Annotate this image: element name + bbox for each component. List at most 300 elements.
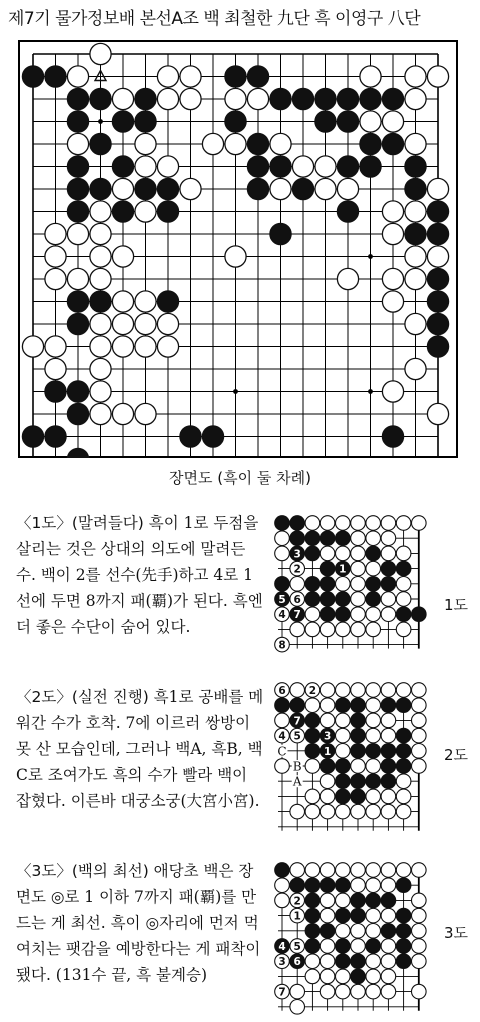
white-stone (135, 201, 156, 222)
black-stone (336, 939, 351, 954)
black-stone (22, 66, 43, 87)
black-stone (336, 607, 351, 622)
diagram-2-label: 2도 (444, 746, 469, 764)
black-stone (366, 774, 381, 789)
white-stone (351, 878, 366, 893)
white-stone (366, 728, 381, 743)
white-stone (412, 728, 427, 743)
black-stone (180, 426, 201, 447)
black-stone (366, 939, 381, 954)
black-stone (135, 178, 156, 199)
diagram-3-board (272, 860, 432, 1020)
white-stone (381, 969, 396, 984)
black-stone (90, 291, 111, 312)
white-stone (381, 939, 396, 954)
white-stone (225, 246, 246, 267)
black-stone (351, 774, 366, 789)
move-number: 7 (278, 986, 286, 999)
black-stone (305, 908, 320, 923)
black-stone (366, 592, 381, 607)
black-stone (427, 313, 448, 334)
white-stone (366, 561, 381, 576)
white-stone (112, 246, 133, 267)
white-stone (427, 403, 448, 424)
black-stone (67, 88, 88, 109)
white-stone (225, 133, 246, 154)
black-stone (135, 111, 156, 132)
white-stone (290, 577, 305, 592)
white-stone (90, 223, 111, 244)
black-stone (336, 698, 351, 713)
white-stone (275, 546, 290, 561)
white-stone (396, 804, 411, 819)
white-stone (305, 759, 320, 774)
white-stone (366, 908, 381, 923)
white-stone (336, 893, 351, 908)
black-stone (382, 133, 403, 154)
white-stone (381, 908, 396, 923)
black-stone (351, 954, 366, 969)
black-stone (396, 561, 411, 576)
black-stone (336, 531, 351, 546)
black-stone (336, 908, 351, 923)
black-stone (396, 728, 411, 743)
diagram-3-label: 3도 (444, 924, 469, 942)
white-stone (305, 789, 320, 804)
black-stone (112, 111, 133, 132)
white-stone (412, 516, 427, 531)
white-stone (90, 336, 111, 357)
black-stone (320, 759, 335, 774)
white-stone (381, 804, 396, 819)
white-stone (360, 111, 381, 132)
white-stone (305, 607, 320, 622)
white-stone (412, 893, 427, 908)
white-stone (351, 759, 366, 774)
black-stone (320, 878, 335, 893)
star-point (368, 254, 373, 259)
white-stone (366, 789, 381, 804)
white-stone (90, 381, 111, 402)
white-stone (360, 66, 381, 87)
white-stone (157, 336, 178, 357)
black-stone (337, 88, 358, 109)
black-stone (427, 223, 448, 244)
white-stone (336, 804, 351, 819)
black-stone (112, 201, 133, 222)
white-stone (320, 908, 335, 923)
black-stone (157, 201, 178, 222)
black-stone (336, 774, 351, 789)
black-stone (270, 223, 291, 244)
black-stone (290, 878, 305, 893)
position-letter: A (292, 774, 302, 789)
move-number: 7 (293, 715, 301, 728)
white-stone (336, 683, 351, 698)
white-stone (351, 863, 366, 878)
white-stone (305, 516, 320, 531)
star-point (368, 389, 373, 394)
white-stone (305, 622, 320, 637)
white-stone (305, 698, 320, 713)
black-stone (22, 426, 43, 447)
black-stone (290, 516, 305, 531)
white-stone (135, 156, 156, 177)
white-stone (315, 156, 336, 177)
white-stone (412, 698, 427, 713)
white-stone (320, 863, 335, 878)
black-stone (320, 607, 335, 622)
black-stone (366, 893, 381, 908)
white-stone (336, 546, 351, 561)
black-stone (292, 178, 313, 199)
white-stone (135, 291, 156, 312)
black-stone (305, 577, 320, 592)
black-stone (45, 381, 66, 402)
move-number: 8 (278, 639, 286, 652)
black-stone (275, 698, 290, 713)
white-stone (382, 111, 403, 132)
black-stone (320, 531, 335, 546)
white-stone (135, 133, 156, 154)
white-stone (336, 713, 351, 728)
white-stone (135, 336, 156, 357)
move-number: 3 (293, 548, 301, 561)
white-stone (412, 759, 427, 774)
white-stone (366, 698, 381, 713)
white-stone (381, 789, 396, 804)
white-stone (336, 577, 351, 592)
white-stone (366, 607, 381, 622)
white-stone (290, 804, 305, 819)
black-stone (360, 133, 381, 154)
white-stone (305, 863, 320, 878)
black-stone (157, 178, 178, 199)
white-stone (366, 969, 381, 984)
black-stone (381, 759, 396, 774)
white-stone (315, 178, 336, 199)
white-stone (405, 88, 426, 109)
black-stone (427, 336, 448, 357)
black-stone (305, 878, 320, 893)
white-stone (412, 713, 427, 728)
black-stone (67, 403, 88, 424)
black-stone (270, 88, 291, 109)
white-stone (157, 156, 178, 177)
black-stone (351, 969, 366, 984)
white-stone (427, 246, 448, 267)
diagram-2-text: 흑1로 공배를 메워간 수가 호착. 7에 이르러 쌍방이 못 산 모습인데, 그러나 백A, 흑B, 백C로 조여가도 흑의 수가 빨라 백이 잡혔다. 이른바 대궁소궁(大宮小宮). (16, 688, 264, 810)
white-stone (405, 133, 426, 154)
white-stone (396, 546, 411, 561)
black-stone (305, 728, 320, 743)
black-stone (305, 924, 320, 939)
white-stone (351, 531, 366, 546)
star-point (233, 389, 238, 394)
white-stone (320, 622, 335, 637)
white-stone (45, 246, 66, 267)
white-stone (270, 178, 291, 199)
white-stone (290, 1000, 305, 1015)
black-stone (320, 561, 335, 576)
white-stone (381, 683, 396, 698)
white-stone (366, 804, 381, 819)
white-stone (336, 863, 351, 878)
black-stone (305, 893, 320, 908)
move-number: 2 (308, 685, 317, 697)
black-stone (275, 577, 290, 592)
black-stone (225, 111, 246, 132)
black-stone (290, 531, 305, 546)
white-stone (90, 201, 111, 222)
white-stone (366, 878, 381, 893)
black-stone (290, 698, 305, 713)
black-stone (360, 88, 381, 109)
white-stone (381, 516, 396, 531)
white-stone (320, 774, 335, 789)
white-stone (351, 546, 366, 561)
diagram-3-text: 애당초 백은 장면도 ◎로 1 이하 7까지 패(覇)를 만드는 게 최선. 흑이 ◎자리에 먼저 먹여치는 팻감을 예방한다는 게 패착이 됐다. (131수 끝, 흑 불계승) (16, 862, 261, 984)
black-stone (305, 531, 320, 546)
move-number: 1 (323, 745, 332, 758)
star-point (98, 119, 103, 124)
main-board-caption: 장면도 (흑이 둘 차례) (169, 469, 311, 487)
white-stone (112, 178, 133, 199)
white-stone (381, 607, 396, 622)
white-stone (366, 516, 381, 531)
white-stone (412, 744, 427, 759)
black-stone (351, 698, 366, 713)
move-number: 1 (293, 910, 301, 923)
black-stone (382, 426, 403, 447)
white-stone (305, 969, 320, 984)
black-stone (337, 201, 358, 222)
black-stone (351, 728, 366, 743)
black-stone (225, 66, 246, 87)
white-stone (275, 893, 290, 908)
white-stone (336, 744, 351, 759)
white-stone (336, 969, 351, 984)
black-stone (396, 908, 411, 923)
white-stone (90, 43, 111, 64)
black-stone (112, 156, 133, 177)
white-stone (67, 268, 88, 289)
white-stone (112, 88, 133, 109)
black-stone (396, 607, 411, 622)
move-number: 6 (293, 956, 301, 969)
black-stone (45, 66, 66, 87)
black-stone (405, 223, 426, 244)
move-number: 2 (293, 895, 301, 908)
black-stone (396, 698, 411, 713)
main-go-board (18, 40, 458, 458)
white-stone (351, 939, 366, 954)
white-stone (90, 358, 111, 379)
white-stone (45, 223, 66, 244)
black-stone (351, 744, 366, 759)
black-stone (90, 88, 111, 109)
white-stone (396, 622, 411, 637)
white-stone (336, 728, 351, 743)
move-number: 4 (278, 609, 286, 622)
white-stone (45, 268, 66, 289)
black-stone (336, 592, 351, 607)
article-header: 제7기 물가정보배 본선A조 백 최철한 九단 흑 이영구 八단 (8, 9, 421, 29)
white-stone (320, 713, 335, 728)
white-stone (157, 313, 178, 334)
black-stone (337, 111, 358, 132)
white-stone (320, 516, 335, 531)
white-stone (290, 622, 305, 637)
black-stone (67, 291, 88, 312)
white-stone (381, 728, 396, 743)
white-stone (396, 863, 411, 878)
white-stone (396, 774, 411, 789)
white-stone (290, 984, 305, 999)
white-stone (366, 954, 381, 969)
white-stone (405, 358, 426, 379)
white-stone (351, 561, 366, 576)
diagram-1-board (272, 513, 432, 669)
position-letter: B (292, 759, 302, 774)
white-stone (336, 984, 351, 999)
move-number: 7 (293, 609, 301, 622)
white-stone (412, 924, 427, 939)
position-letter: C (277, 744, 287, 759)
white-stone (366, 759, 381, 774)
black-stone (275, 863, 290, 878)
white-stone (112, 403, 133, 424)
black-stone (336, 759, 351, 774)
white-stone (381, 531, 396, 546)
black-stone (45, 426, 66, 447)
white-stone (381, 592, 396, 607)
black-stone (427, 291, 448, 312)
move-number: 5 (293, 941, 301, 953)
black-stone (247, 66, 268, 87)
white-stone (405, 66, 426, 87)
black-stone (396, 759, 411, 774)
diagram-1-heading: 〈1도〉(말려들다) (16, 514, 144, 532)
white-stone (275, 878, 290, 893)
move-number: 1 (339, 563, 347, 576)
white-stone (320, 969, 335, 984)
white-stone (366, 984, 381, 999)
white-stone (275, 531, 290, 546)
black-stone (90, 133, 111, 154)
white-stone (366, 713, 381, 728)
move-number: 4 (278, 941, 286, 953)
black-stone (405, 156, 426, 177)
white-stone (427, 66, 448, 87)
white-stone (22, 336, 43, 357)
diagram-1-label: 1도 (444, 596, 469, 614)
black-stone (305, 939, 320, 954)
white-stone (405, 246, 426, 267)
white-stone (381, 546, 396, 561)
black-stone (396, 939, 411, 954)
white-stone (290, 863, 305, 878)
black-stone (67, 111, 88, 132)
white-stone (90, 268, 111, 289)
white-stone (180, 88, 201, 109)
diagram-2-board (272, 680, 432, 854)
black-stone (381, 893, 396, 908)
black-stone (157, 291, 178, 312)
white-stone (90, 313, 111, 334)
black-stone (320, 924, 335, 939)
white-stone (45, 358, 66, 379)
white-stone (412, 908, 427, 923)
diagram-1-text: 흑이 1로 두점을 살리는 것은 상대의 의도에 말려든 수. 백이 2를 선수(先手)하고 4로 1선에 두면 8까지 패(覇)가 된다. 흑엔 더 좋은 수단이 숨어 있다. (16, 514, 263, 636)
white-stone (382, 381, 403, 402)
black-stone (320, 577, 335, 592)
black-stone (90, 178, 111, 199)
white-stone (112, 291, 133, 312)
white-stone (320, 954, 335, 969)
black-stone (247, 133, 268, 154)
black-stone (381, 561, 396, 576)
move-number: 5 (278, 594, 286, 606)
white-stone (320, 804, 335, 819)
white-stone (45, 336, 66, 357)
white-stone (202, 133, 223, 154)
white-stone (396, 592, 411, 607)
diagram-3-heading: 〈3도〉(백의 최선) (16, 862, 149, 880)
white-stone (412, 863, 427, 878)
black-stone (247, 178, 268, 199)
white-stone (67, 223, 88, 244)
white-stone (320, 698, 335, 713)
white-stone (396, 516, 411, 531)
white-stone (320, 893, 335, 908)
black-stone (315, 111, 336, 132)
black-stone (360, 156, 381, 177)
move-number: 4 (278, 730, 286, 743)
white-stone (135, 313, 156, 334)
black-stone (135, 88, 156, 109)
white-stone (351, 607, 366, 622)
black-stone (67, 313, 88, 334)
black-stone (366, 744, 381, 759)
white-stone (67, 133, 88, 154)
black-stone (351, 789, 366, 804)
black-stone (305, 592, 320, 607)
white-stone (337, 268, 358, 289)
white-stone (405, 313, 426, 334)
black-stone (270, 156, 291, 177)
white-stone (396, 577, 411, 592)
black-stone (247, 156, 268, 177)
white-stone (320, 683, 335, 698)
black-stone (336, 878, 351, 893)
white-stone (351, 924, 366, 939)
black-stone (427, 268, 448, 289)
black-stone (315, 88, 336, 109)
black-stone (366, 577, 381, 592)
white-stone (396, 683, 411, 698)
white-stone (336, 516, 351, 531)
black-stone (412, 607, 427, 622)
white-stone (112, 313, 133, 334)
black-stone (381, 698, 396, 713)
white-stone (351, 516, 366, 531)
white-stone (381, 863, 396, 878)
white-stone (412, 984, 427, 999)
white-stone (405, 268, 426, 289)
black-stone (381, 744, 396, 759)
white-stone (320, 789, 335, 804)
